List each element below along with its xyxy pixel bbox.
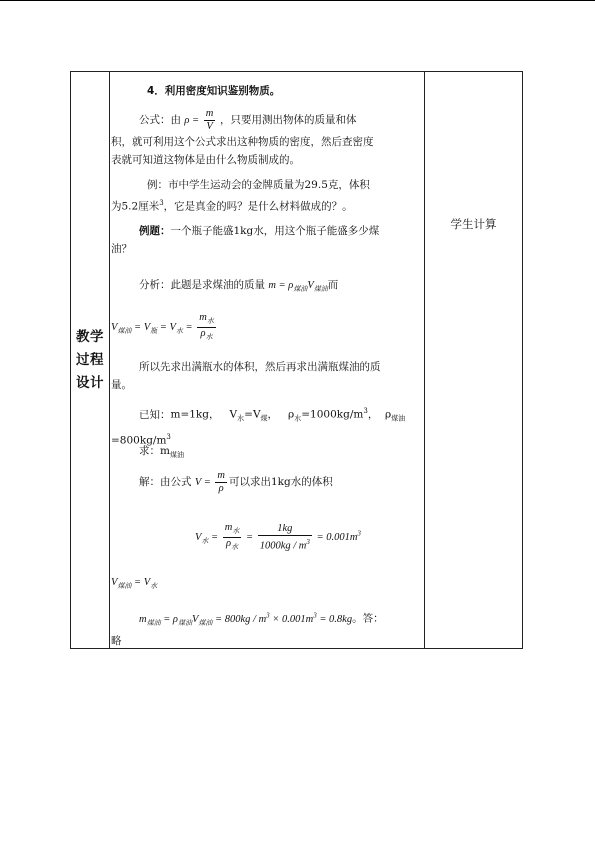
- solution-fraction: [215, 470, 227, 495]
- so-line1: 所以先求出满瓶水的体积，然后再求出满瓶煤油的质: [139, 361, 381, 373]
- formula-fraction: [204, 108, 216, 133]
- calc-num1-sub: 水: [232, 527, 240, 536]
- eq-v-sub3: 水: [175, 327, 183, 336]
- formula-paragraph: [111, 108, 423, 169]
- veq-lhs-sub: 煤油: [117, 582, 132, 591]
- eq-v-num: m: [199, 312, 207, 323]
- known-rho-oil-sup: 3: [166, 432, 171, 441]
- calc-den1-sub: 水: [231, 543, 239, 552]
- calc-num1: m: [224, 522, 233, 533]
- final-mul-sup: 3: [313, 611, 317, 619]
- student-activity-note: 学生计算: [450, 217, 497, 231]
- solution-denominator: ρ: [218, 483, 224, 494]
- eq-v-eq1: = V: [131, 322, 151, 333]
- column-divider-left: [109, 72, 110, 648]
- final-formula: [111, 611, 353, 627]
- eq-v-den: ρ: [200, 328, 206, 340]
- lesson-table: [70, 71, 523, 649]
- eq-v-numerator: [197, 312, 216, 328]
- formula-denominator: V: [206, 121, 213, 132]
- so-line2: 量。: [111, 379, 132, 391]
- calc-den2: 1000kg / m: [259, 540, 307, 552]
- top-rule: [0, 0, 595, 1]
- find-m-sub: 煤油: [169, 451, 184, 460]
- eq-v-sub1: 煤油: [117, 327, 132, 336]
- veq-rhs: = V: [131, 577, 151, 588]
- calc-fraction-2: [258, 523, 312, 553]
- eq-v-denominator: [197, 328, 216, 343]
- formula-text-2: 积，就可利用这个公式求出这种物质的密度，然后查密度: [111, 136, 374, 148]
- solution-v: V =: [194, 476, 211, 488]
- known-rho-water-sub: 水: [294, 414, 302, 423]
- calc-denominator-2: [258, 536, 312, 553]
- calc-result: = 0.001m: [313, 532, 358, 543]
- final-eq: = ρ: [160, 613, 178, 625]
- so-paragraph: [111, 358, 423, 394]
- known-rho-water-sup: 3: [363, 407, 368, 415]
- eq-v-lhs: V: [111, 322, 118, 333]
- volume-calculation: [195, 522, 423, 553]
- solution-line: [111, 470, 423, 495]
- calc-fraction-1: [223, 522, 242, 553]
- final-result: = 0.8kg: [316, 613, 353, 625]
- find-m: m: [160, 445, 170, 457]
- analysis-and: 而: [327, 279, 339, 291]
- volume-equation: [111, 312, 423, 343]
- analysis-sub-1: 煤油: [293, 285, 308, 294]
- formula-text-3: 表就可知道这物体是由什么物质制成的。: [111, 154, 300, 166]
- example2-line2: 油？: [111, 243, 132, 255]
- known-rho-water-val: =1000kg/m: [301, 408, 364, 421]
- solution-formula: [194, 470, 229, 494]
- example-2: [111, 222, 423, 258]
- final-calculation: [111, 606, 423, 650]
- analysis-v: V: [307, 280, 314, 291]
- calc-numerator-1: [223, 522, 242, 538]
- formula-text-1: ，只要用测出物体的质量和体: [219, 113, 357, 126]
- answer-label: 。答：: [352, 612, 384, 625]
- known-rho-oil-sub: 煤油: [391, 414, 406, 423]
- known-m: m=1kg，: [170, 408, 220, 421]
- veq-rhs-sub: 水: [150, 582, 158, 591]
- analysis-formula: [268, 280, 328, 294]
- final-rho-sub: 煤油: [177, 618, 192, 627]
- solution-numerator: m: [217, 470, 225, 481]
- density-formula: ρ = $\frac{m}{V}$: [184, 108, 214, 132]
- row-label-cell: [71, 72, 109, 648]
- final-val-sup: 3: [266, 611, 270, 619]
- known-v-eq: =V: [244, 408, 261, 421]
- known-v-sub2: 煤: [260, 414, 268, 423]
- solution-text: 解：由公式: [139, 475, 192, 488]
- row-label: 教学 过程 设计: [76, 328, 104, 391]
- calc-den1: ρ: [226, 538, 232, 550]
- eq-v-eq3: =: [182, 322, 193, 333]
- calc-result-sup: 3: [357, 529, 361, 538]
- formula-numerator: m: [205, 108, 214, 119]
- eq-v-fraction: [197, 312, 216, 343]
- final-v: V: [191, 613, 199, 625]
- known-paragraph: 已知：m=1kg， $V_水=V_煤$， $\rho_水=1000kg/m^3$， $\rho_{煤油}$ $=800kg/m^3$: [111, 407, 406, 447]
- final-mul: × 0.001m: [269, 613, 314, 625]
- analysis-line: [111, 276, 423, 298]
- find-line: [111, 442, 423, 464]
- calc-lhs: V: [195, 532, 202, 543]
- eq-v-sub2: 瓶: [150, 327, 158, 336]
- analysis-m-rho: m = ρ: [268, 280, 294, 291]
- eq-v-eq2: = V: [157, 322, 176, 333]
- volume-equality: [111, 574, 423, 595]
- calc-denominator-1: [223, 538, 242, 553]
- calc-eq2: =: [243, 532, 254, 543]
- example1-line2: 为5.2厘米: [111, 200, 160, 213]
- section-heading: 4．利用密度知识鉴别物质。: [147, 85, 281, 97]
- known-v-sub: 水: [237, 414, 245, 423]
- final-val: = 800kg / m: [212, 613, 267, 625]
- calc-lhs-sub: 水: [201, 537, 209, 546]
- eq-v-den-sub: 水: [205, 333, 213, 342]
- calc-den2-sup: 3: [306, 537, 310, 546]
- known-v: V: [229, 408, 238, 421]
- known-rho-oil: ρ: [385, 408, 392, 421]
- known-rho-water: ρ: [288, 408, 295, 421]
- analysis-sub-2: 煤油: [313, 285, 328, 294]
- known-rho-oil-val: =800kg/m: [111, 434, 167, 447]
- example1-line1: 例：市中学生运动会的金牌质量为29.5克，体积: [147, 179, 370, 191]
- example2-label: 例题：: [139, 225, 171, 237]
- answer-text: 略: [111, 634, 122, 647]
- calc-numerator-2: 1kg: [258, 523, 312, 536]
- eq-v-num-sub: 水: [206, 317, 214, 326]
- analysis-text: 分析：此题是求煤油的质量: [139, 279, 265, 291]
- example-1: [111, 176, 423, 216]
- final-v-sub: 煤油: [198, 618, 213, 627]
- final-m: m: [139, 613, 147, 625]
- formula-rho: ρ: [184, 114, 190, 126]
- example1-line2-rest: ，它是真金的吗？是什么材料做成的？。: [163, 200, 353, 213]
- final-m-sub: 煤油: [146, 618, 161, 627]
- known-label: 已知：: [139, 408, 171, 421]
- find-label: 求：: [139, 445, 160, 457]
- example1-sup: 3: [159, 199, 164, 207]
- solution-rest: 可以求出1kg水的体积: [229, 475, 333, 488]
- formula-intro: 公式：由: [139, 113, 181, 126]
- calc-eq: =: [208, 532, 219, 543]
- example2-line1: 一个瓶子能盛1kg水，用这个瓶子能盛多少煤: [170, 225, 380, 237]
- veq-lhs: V: [111, 577, 118, 588]
- column-divider-right: [424, 72, 425, 648]
